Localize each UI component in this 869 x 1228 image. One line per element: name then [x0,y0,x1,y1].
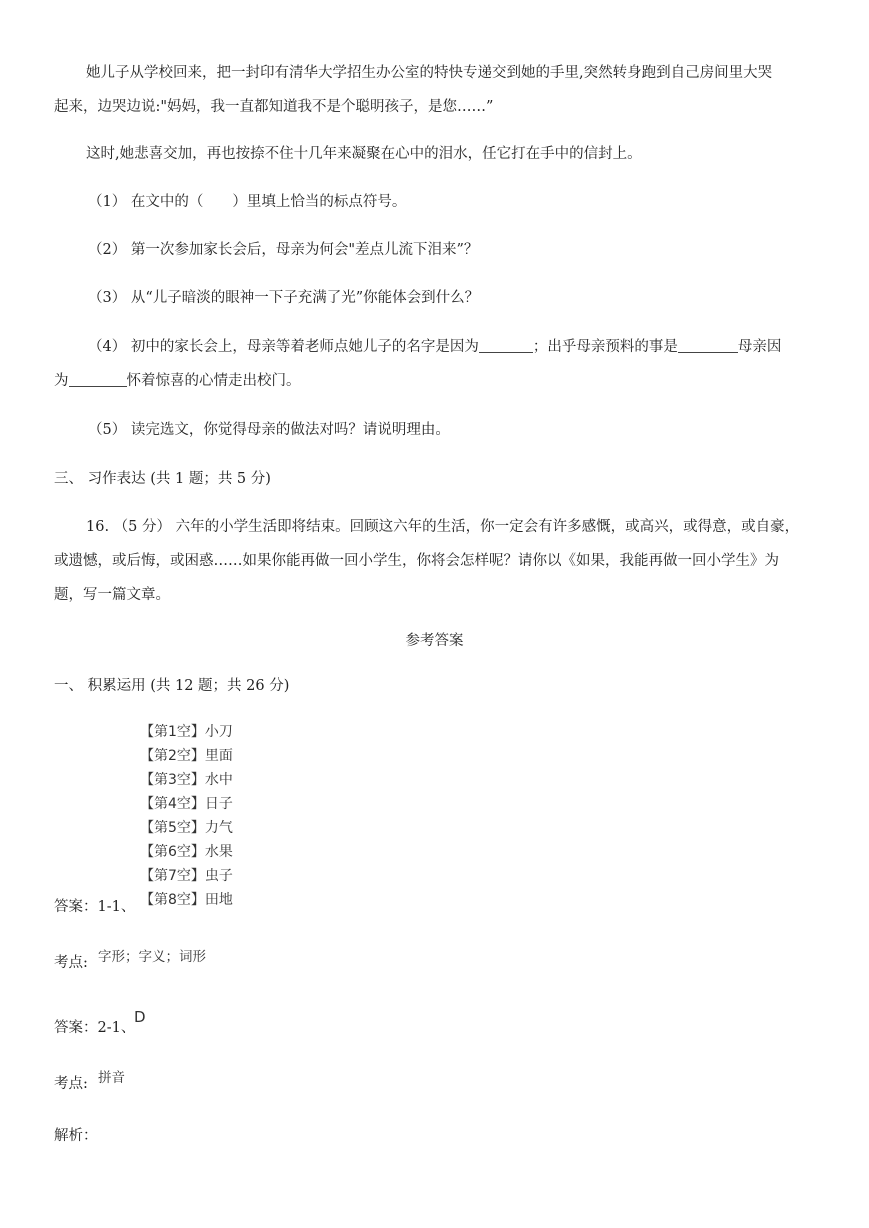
answer-blank [479,338,533,353]
kaodian-1-value: 字形；字义；词形 [98,949,206,965]
question-16-line1: 16. （5 分） 六年的小学生活即将结束。回顾这六年的生活，你一定会有许多感慨，或高兴，或得意，或自豪， [86,519,800,535]
blank-answer: 【第3空】水中 [140,772,233,788]
kaodian-2-label: 考点: [54,1076,88,1092]
question-4-part-e: 怀着惊喜的心情走出校门。 [126,373,301,389]
section-3-heading: 三、 习作表达 (共 1 题；共 5 分) [54,471,271,487]
passage-p1-line1: 她儿子从学校回来，把一封印有清华大学招生办公室的特快专递交到她的手里,突然转身跑到自己房间里大哭 [86,65,773,81]
blank-answer: 【第7空】虫子 [140,868,233,884]
blank-answer: 【第6空】水果 [140,844,233,860]
answer-key-title: 参考答案 [405,633,464,649]
question-4-line1 [88,337,781,357]
answer-blank [678,338,738,353]
analysis-label: 解析： [54,1128,98,1144]
kaodian-1-label: 考点: [54,955,88,971]
blank-answer: 【第1空】小刀 [140,724,233,740]
answer-2-1-label: 答案：2-1、 [54,1020,136,1036]
answer-2-1-value: D [134,1008,146,1026]
passage-p1-line2: 起来，边哭边说:"妈妈，我一直都知道我不是个聪明孩子，是您……” [54,99,494,115]
question-2: （2） 第一次参加家长会后，母亲为何会"差点儿流下泪来”？ [88,242,479,258]
answer-1-1-label: 答案：1-1、 [54,899,136,915]
question-1: （1） 在文中的（ ）里填上恰当的标点符号。 [88,194,407,210]
answer-blank [69,372,127,387]
kaodian-2-value: 拼音 [98,1070,125,1086]
blank-answer: 【第2空】里面 [140,748,233,764]
question-3: （3） 从“儿子暗淡的眼神一下子充满了光”你能体会到什么？ [88,290,480,306]
blank-answer: 【第5空】力气 [140,820,233,836]
question-4-part-d: 为 [54,373,69,389]
passage-p2: 这时,她悲喜交加，再也按捺不住十几年来凝聚在心中的泪水，任它打在手中的信封上。 [86,146,642,162]
question-16-line2: 或遗憾，或后悔，或困惑……如果你能再做一回小学生，你将会怎样呢？请你以《如果，我能再做一回小学生》为 [54,553,779,569]
blank-answer: 【第8空】田地 [140,892,233,908]
section-1-heading: 一、 积累运用 (共 12 题；共 26 分) [54,678,290,694]
question-4-line2 [54,371,301,391]
answer-image-blanks [140,722,340,912]
question-16-line3: 题，写一篇文章。 [54,587,170,603]
question-4-part-c: 母亲因 [737,339,782,355]
question-4-part-a: （4） 初中的家长会上，母亲等着老师点她儿子的名字是因为 [88,339,479,355]
blank-answer: 【第4空】日子 [140,796,233,812]
question-4-part-b: ；出乎母亲预料的事是 [532,339,678,355]
question-5: （5） 读完选文，你觉得母亲的做法对吗？请说明理由。 [88,422,450,438]
